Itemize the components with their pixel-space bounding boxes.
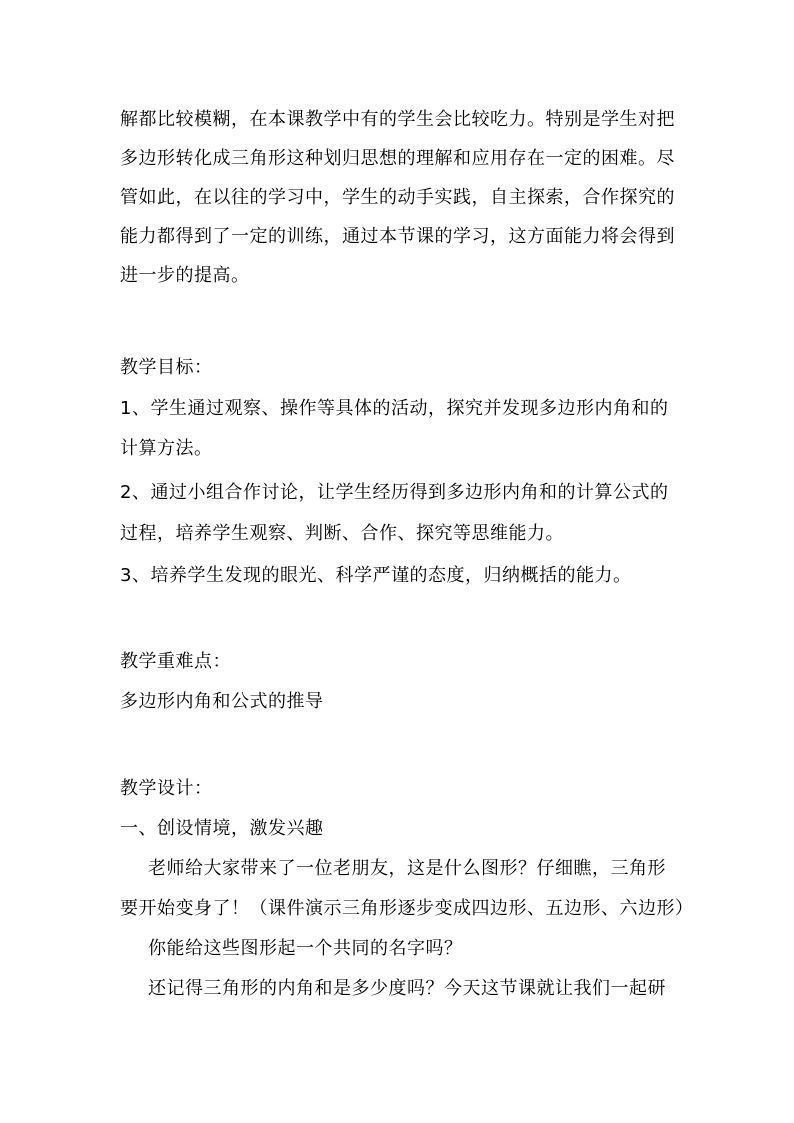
design-line-2: 要开始变身了！（课件演示三角形逐步变成四边形、五边形、六边形）: [120, 898, 694, 919]
design-line-4: 还记得三角形的内角和是多少度吗？今天这节课就让我们一起研: [148, 978, 666, 999]
key-points-text: 多边形内角和公式的推导: [120, 691, 324, 712]
design-line-3: 你能给这些图形起一个共同的名字吗？: [148, 938, 463, 959]
intro-line-3: 管如此，在以往的学习中，学生的动手实践，自主探索，合作探究的: [120, 187, 675, 208]
objective-line-3: 2、通过小组合作讨论，让学生经历得到多边形内角和的计算公式的: [120, 482, 669, 503]
objectives-heading: 教学目标：: [120, 357, 213, 378]
objective-line-1: 1、学生通过观察、操作等具体的活动，探究并发现多边形内角和的: [120, 398, 669, 419]
design-heading: 教学设计：: [120, 778, 213, 799]
intro-line-4: 能力都得到了一定的训练，通过本节课的学习，这方面能力将会得到: [120, 226, 675, 247]
design-section-title: 一、创设情境，激发兴趣: [120, 818, 324, 839]
intro-line-5: 进一步的提高。: [120, 265, 250, 286]
key-points-heading: 教学重难点：: [120, 651, 231, 672]
objective-line-2: 计算方法。: [120, 438, 213, 459]
objective-line-5: 3、培养学生发现的眼光、科学严谨的态度，归纳概括的能力。: [120, 565, 632, 586]
intro-line-2: 多边形转化成三角形这种划归思想的理解和应用存在一定的困难。尽: [120, 148, 675, 169]
intro-line-1: 解都比较模糊，在本课教学中有的学生会比较吃力。特别是学生对把: [120, 109, 675, 130]
design-line-1: 老师给大家带来了一位老朋友，这是什么图形？仔细瞧，三角形: [148, 858, 666, 879]
objective-line-4: 过程，培养学生观察、判断、合作、探究等思维能力。: [120, 523, 564, 544]
